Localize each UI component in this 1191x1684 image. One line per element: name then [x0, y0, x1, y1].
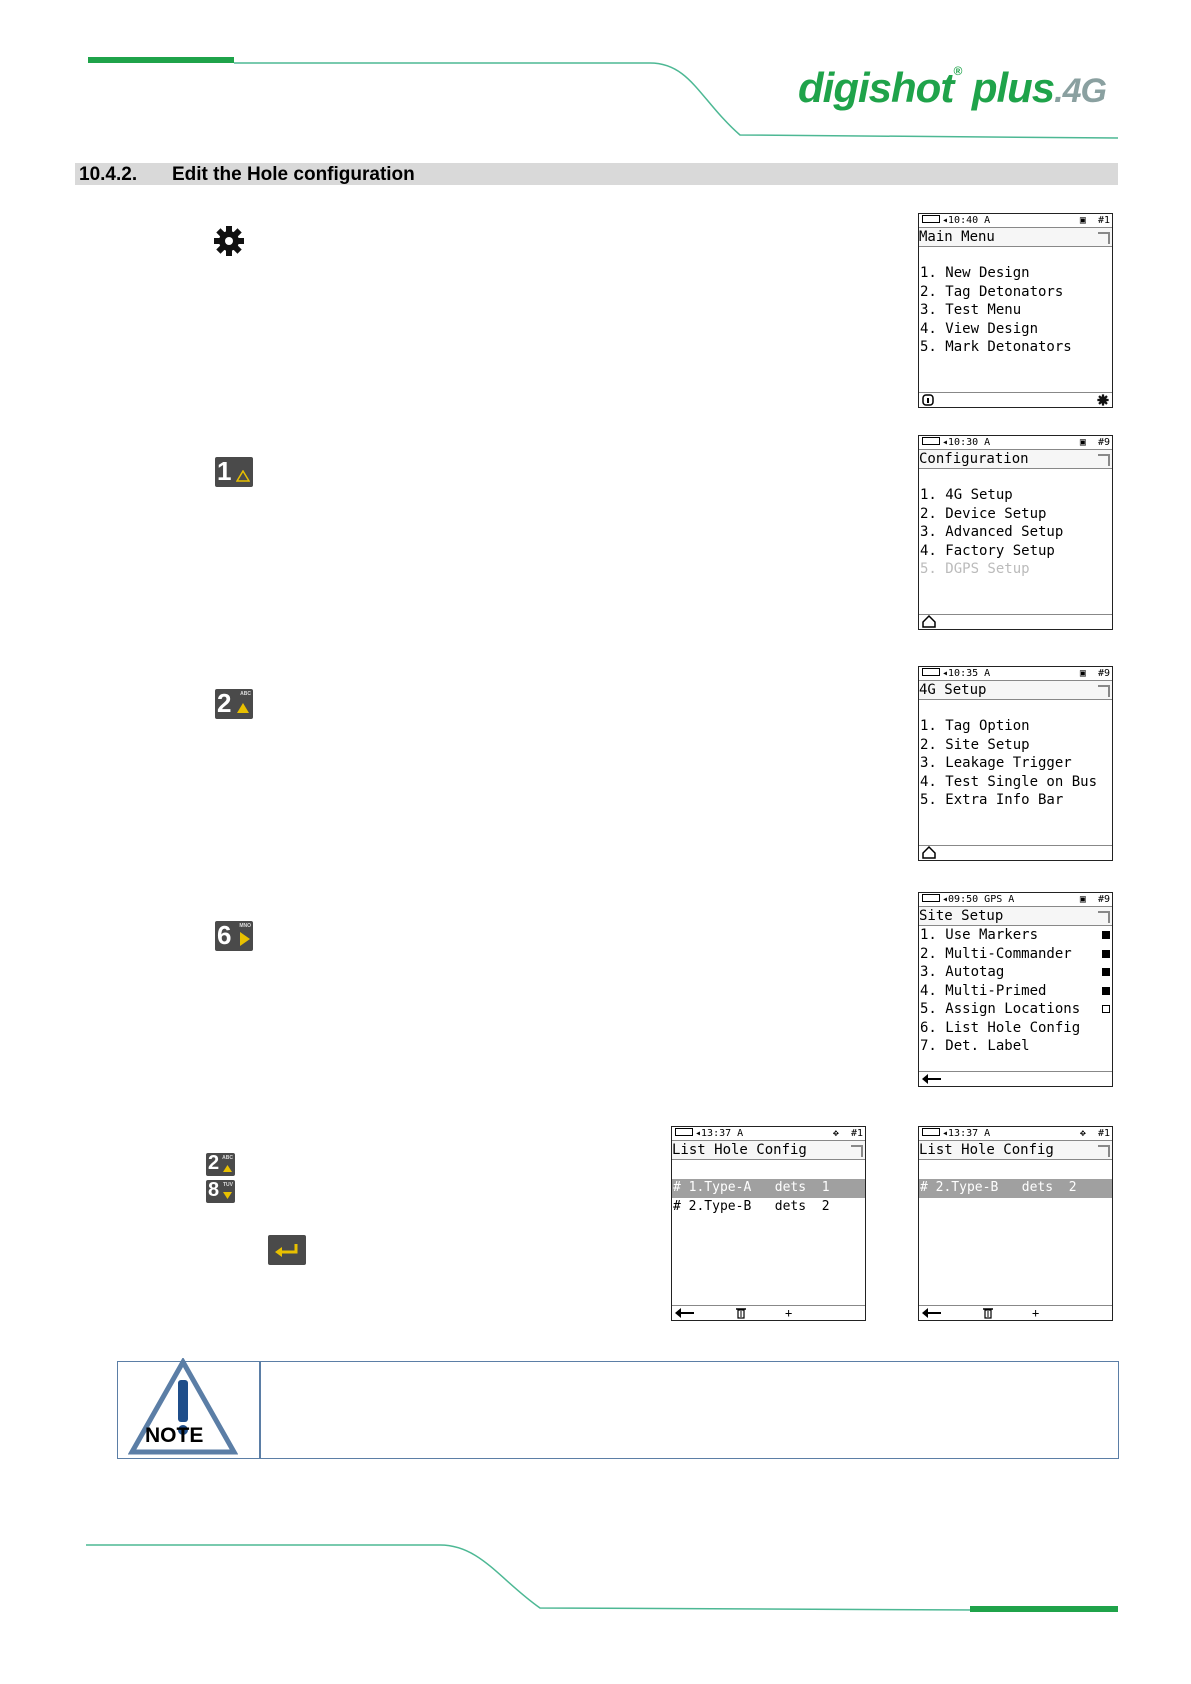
trash-icon[interactable]	[982, 1307, 994, 1319]
section-number: 10.4.2.	[79, 164, 138, 185]
footer-green-bar	[970, 1606, 1118, 1612]
status-bar: ◂13:37 A ✥ #1	[672, 1127, 865, 1141]
screen-title: List Hole Config	[919, 1141, 1112, 1160]
key-2-small-icon: 2 ABC	[208, 1152, 233, 1174]
network-icon: ▣	[1079, 894, 1086, 905]
menu-item-det-label[interactable]: 7. Det. Label	[920, 1038, 1030, 1054]
info-icon	[922, 394, 934, 406]
status-bar: ◂10:35 A ▣ #9	[919, 667, 1112, 681]
checkbox-unchecked[interactable]	[1102, 1005, 1110, 1013]
enter-key-icon	[268, 1235, 306, 1265]
checkbox-checked[interactable]	[1102, 987, 1110, 995]
note-box	[117, 1361, 1119, 1459]
network-icon: ▣	[1079, 668, 1086, 679]
screen-footer	[919, 1305, 1112, 1320]
device-screen-hole-config-after-delete	[918, 1126, 1113, 1321]
checkbox-checked[interactable]	[1102, 950, 1110, 958]
settings-gear-icon	[1097, 394, 1109, 406]
device-screen-4g-setup	[918, 666, 1113, 861]
footer-swoosh-line	[86, 1545, 980, 1610]
gps-icon: ✥	[1079, 1128, 1086, 1139]
menu-item-dgps-setup: 5. DGPS Setup	[920, 561, 1030, 577]
hole-config-row-type-b[interactable]: # 2.Type-B dets 2	[673, 1198, 830, 1214]
note-label: NOTE	[145, 1424, 204, 1447]
menu-item-4g-setup[interactable]: 1. 4G Setup	[920, 487, 1013, 503]
menu-item-autotag[interactable]: 3. Autotag	[919, 963, 1112, 982]
back-arrow-icon	[922, 1074, 942, 1084]
section-title: Edit the Hole configuration	[172, 164, 415, 185]
menu-item-multi-commander[interactable]: 2. Multi-Commander	[919, 945, 1112, 964]
home-icon	[922, 846, 936, 859]
menu-item-view-design[interactable]: 4. View Design	[920, 320, 1039, 337]
device-screen-main-menu	[918, 213, 1113, 408]
menu-item-tag-detonators[interactable]: 2. Tag Detonators	[920, 283, 1064, 300]
menu-item-test-single-on-bus[interactable]: 4. Test Single on Bus	[920, 773, 1098, 790]
screen-footer	[919, 845, 1112, 860]
add-icon[interactable]: +	[785, 1306, 793, 1320]
note-divider	[259, 1362, 261, 1458]
menu-item-assign-locations[interactable]: 5. Assign Locations	[919, 1000, 1112, 1019]
key-1-icon: 1	[215, 457, 253, 487]
battery-icon	[922, 437, 940, 445]
battery-icon	[922, 215, 940, 223]
trash-icon[interactable]	[735, 1307, 747, 1319]
screen-title: Site Setup	[919, 907, 1112, 926]
network-icon: ▣	[1079, 215, 1086, 226]
device-screen-configuration	[918, 435, 1113, 630]
battery-icon	[922, 1128, 940, 1136]
status-bar: ◂10:40 A ▣ #1	[919, 214, 1112, 228]
battery-icon	[922, 668, 940, 676]
menu-item-mark-detonators[interactable]: 5. Mark Detonators	[920, 339, 1072, 355]
header-green-bar	[88, 57, 234, 63]
gear-icon	[213, 225, 245, 257]
menu-item-extra-info-bar[interactable]: 5. Extra Info Bar	[920, 792, 1064, 808]
battery-icon	[922, 894, 940, 902]
screen-footer	[919, 392, 1112, 407]
screen-footer	[919, 1071, 1112, 1086]
menu-item-multi-primed[interactable]: 4. Multi-Primed	[919, 982, 1112, 1001]
menu-item-list-hole-config[interactable]: 6. List Hole Config	[920, 1019, 1081, 1036]
key-8-small-icon: 8 TUV	[208, 1179, 233, 1201]
screen-title: List Hole Config	[672, 1141, 865, 1160]
gps-icon: ✥	[832, 1128, 839, 1139]
menu-item-site-setup[interactable]: 2. Site Setup	[920, 736, 1030, 753]
checkbox-checked[interactable]	[1102, 968, 1110, 976]
screen-title: Configuration	[919, 450, 1112, 469]
add-icon[interactable]: +	[1032, 1306, 1040, 1320]
home-icon	[922, 615, 936, 628]
key-6-icon: 6 MNO	[217, 920, 251, 950]
status-bar: ◂10:30 A ▣ #9	[919, 436, 1112, 450]
menu-item-factory-setup[interactable]: 4. Factory Setup	[920, 542, 1055, 559]
screen-title: Main Menu	[919, 228, 1112, 247]
status-bar: ◂13:37 A ✥ #1	[919, 1127, 1112, 1141]
menu-item-new-design[interactable]: 1. New Design	[920, 265, 1030, 281]
checkbox-checked[interactable]	[1102, 931, 1110, 939]
back-arrow-icon[interactable]	[675, 1308, 695, 1318]
key-2-icon: 2 ABC	[217, 688, 251, 718]
device-screen-hole-config-list	[671, 1126, 866, 1321]
screen-footer	[672, 1305, 865, 1320]
menu-item-use-markers[interactable]: 1. Use Markers	[919, 926, 1112, 945]
hole-config-row-type-b[interactable]: # 2.Type-B dets 2	[919, 1179, 1112, 1198]
back-arrow-icon[interactable]	[922, 1308, 942, 1318]
network-icon: ▣	[1079, 437, 1086, 448]
screen-title: 4G Setup	[919, 681, 1112, 700]
brand-logo: digishot® plus.4G	[798, 64, 1106, 111]
hole-config-row-type-a[interactable]: # 1.Type-A dets 1	[672, 1179, 865, 1198]
menu-item-leakage-trigger[interactable]: 3. Leakage Trigger	[920, 755, 1072, 771]
menu-item-device-setup[interactable]: 2. Device Setup	[920, 505, 1047, 522]
battery-icon	[675, 1128, 693, 1136]
status-bar: ◂09:50 GPS A ▣ #9	[919, 893, 1112, 907]
device-screen-site-setup	[918, 892, 1113, 1087]
footer-decoration	[0, 1540, 1191, 1640]
menu-item-advanced-setup[interactable]: 3. Advanced Setup	[920, 524, 1064, 540]
menu-item-test-menu[interactable]: 3. Test Menu	[920, 302, 1022, 318]
menu-item-tag-option[interactable]: 1. Tag Option	[920, 718, 1030, 734]
screen-footer	[919, 614, 1112, 629]
